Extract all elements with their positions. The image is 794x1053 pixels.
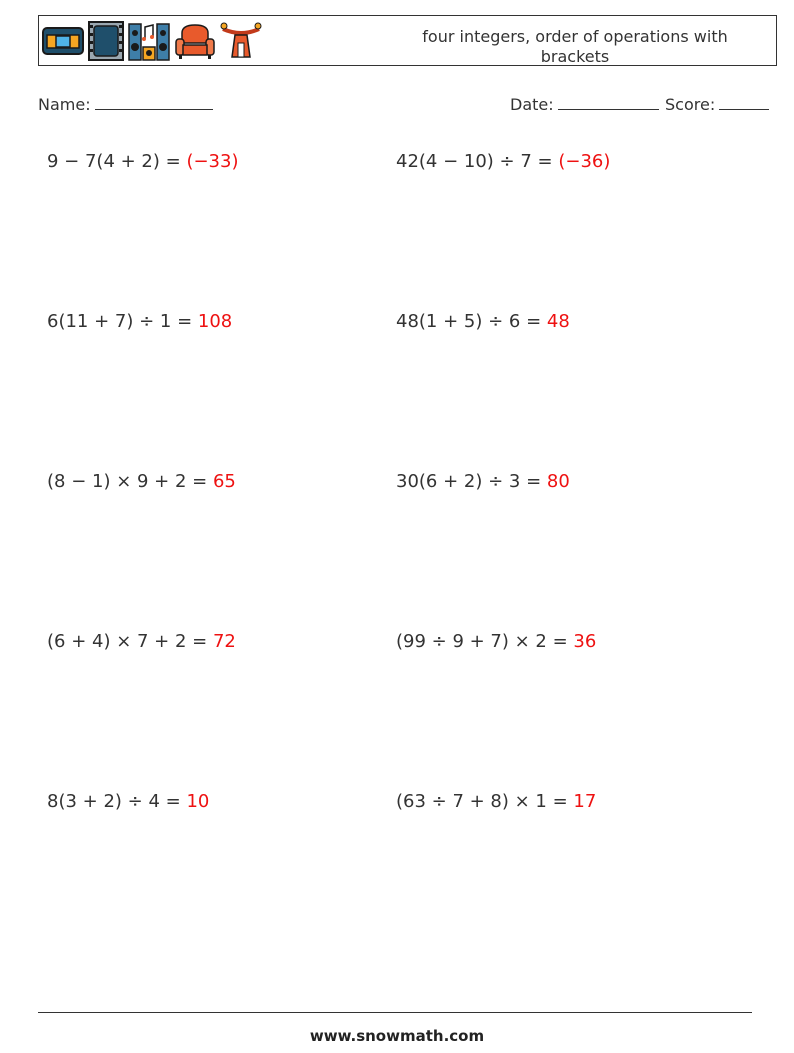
problem-5: [47, 471, 236, 492]
problem-expression: (6 + 4) × 7 + 2 =: [47, 631, 208, 652]
problem-1: [47, 151, 238, 172]
problem-3: [47, 311, 232, 332]
name-field[interactable]: [38, 93, 213, 114]
speakers-icon: [128, 21, 170, 61]
vhs-tape-icon: [42, 27, 84, 55]
footer-website-link[interactable]: www.snowmath.com: [309, 1027, 485, 1045]
problem-expression: 6(11 + 7) ÷ 1 =: [47, 311, 193, 332]
problem-8: [396, 631, 596, 652]
problem-expression: 8(3 + 2) ÷ 4 =: [47, 791, 181, 812]
problem-answer: 80: [546, 471, 570, 492]
problem-answer: 17: [573, 791, 597, 812]
problem-answer: 36: [573, 631, 597, 652]
problem-6: [396, 471, 570, 492]
problem-expression: 42(4 − 10) ÷ 7 =: [396, 151, 553, 172]
footer-divider: [38, 1012, 752, 1013]
problem-10: [396, 791, 596, 812]
problem-answer: (−36): [558, 151, 611, 172]
problem-answer: 108: [197, 311, 233, 332]
date-label: Date:: [510, 95, 554, 114]
problem-4: [396, 311, 570, 332]
problem-7: [47, 631, 236, 652]
date-field[interactable]: [510, 93, 659, 114]
worksheet-title: four integers, order of operations with brackets: [422, 27, 728, 66]
problem-answer: 10: [186, 791, 210, 812]
pillar-icon: [220, 21, 262, 61]
problem-9: [47, 791, 209, 812]
date-line: [558, 93, 659, 110]
name-label: Name:: [38, 95, 91, 114]
problem-answer: 72: [212, 631, 236, 652]
problem-2: [396, 151, 610, 172]
problem-expression: (63 ÷ 7 + 8) × 1 =: [396, 791, 568, 812]
problem-answer: (−33): [186, 151, 239, 172]
score-field[interactable]: [665, 93, 769, 114]
problem-answer: 65: [212, 471, 236, 492]
name-line: [95, 93, 213, 110]
problem-expression: (8 − 1) × 9 + 2 =: [47, 471, 208, 492]
armchair-icon: [174, 21, 216, 61]
header-icons: [42, 21, 262, 61]
score-label: Score:: [665, 95, 716, 114]
problem-expression: 48(1 + 5) ÷ 6 =: [396, 311, 542, 332]
score-line: [719, 93, 769, 110]
problem-expression: 9 − 7(4 + 2) =: [47, 151, 181, 172]
problem-answer: 48: [546, 311, 570, 332]
problem-expression: (99 ÷ 9 + 7) × 2 =: [396, 631, 568, 652]
worksheet-header: [38, 15, 777, 66]
film-strip-icon: [88, 21, 124, 61]
problem-expression: 30(6 + 2) ÷ 3 =: [396, 471, 542, 492]
